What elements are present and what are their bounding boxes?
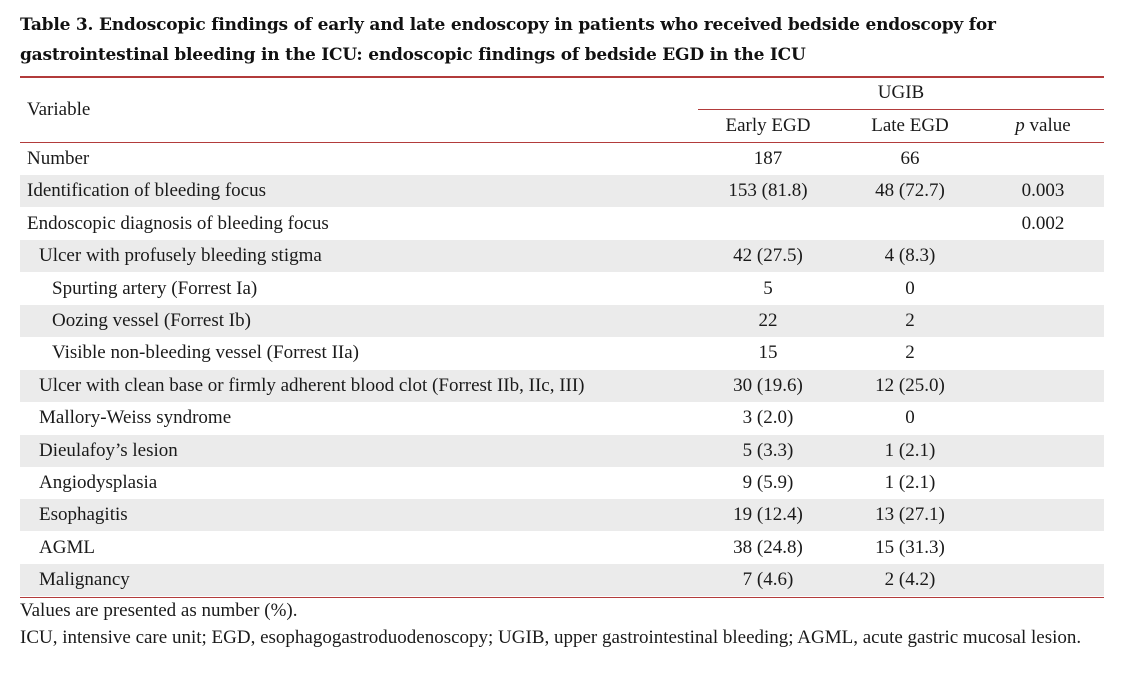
cell-early-egd: 22	[758, 310, 778, 331]
cell-early-egd: 9 (5.9)	[742, 472, 794, 493]
cell-early-egd: 15	[758, 342, 778, 364]
cell-late-egd: 1 (2.1)	[884, 472, 936, 493]
header-late-egd: Late EGD	[871, 115, 949, 136]
cell-early-egd: 19 (12.4)	[733, 504, 803, 526]
group-rule	[698, 109, 1104, 110]
row-label: Dieulafoy’s lesion	[39, 439, 178, 461]
cell-early-egd: 5	[763, 277, 773, 299]
header-group-ugib: UGIB	[877, 82, 925, 103]
cell-early-egd: 5 (3.3)	[742, 439, 794, 461]
row-label: Identification of bleeding focus	[27, 180, 267, 202]
cell-late-egd: 13 (27.1)	[875, 504, 945, 526]
row-label: Visible non-bleeding vessel (Forrest IIa)	[52, 342, 359, 364]
row-label: Number	[27, 148, 90, 169]
header-p-italic: p	[1015, 115, 1025, 136]
cell-late-egd: 0	[905, 407, 915, 429]
footnote-abbreviations: ICU, intensive care unit; EGD, esophagogastroduodenoscopy; UGIB, upper gastrointestinal bleeding; AGML, acute gastric mucosal lesion.	[20, 627, 1082, 648]
row-label: Mallory-Weiss syndrome	[39, 407, 232, 429]
header-variable: Variable	[27, 99, 91, 120]
row-label: Oozing vessel (Forrest Ib)	[52, 310, 251, 331]
header-p-value	[982, 111, 1104, 141]
cell-late-egd: 4 (8.3)	[884, 245, 936, 267]
cell-p-value: 0.002	[1021, 212, 1065, 234]
cell-late-egd: 15 (31.3)	[875, 536, 945, 558]
cell-late-egd: 66	[900, 148, 920, 169]
row-label: AGML	[39, 536, 95, 558]
row-label: Esophagitis	[39, 504, 128, 526]
header-p-rest: value	[1024, 115, 1071, 136]
row-label: Ulcer with clean base or firmly adherent blood clot (Forrest IIb, IIc, III)	[39, 374, 585, 396]
cell-early-egd: 3 (2.0)	[742, 407, 794, 429]
row-label: Ulcer with profusely bleeding stigma	[39, 245, 322, 267]
cell-early-egd: 7 (4.6)	[742, 569, 794, 591]
cell-late-egd: 2	[905, 342, 915, 364]
row-label: Spurting artery (Forrest Ia)	[52, 277, 258, 299]
header-bottom-rule	[20, 142, 1104, 143]
cell-p-value: 0.003	[1021, 180, 1065, 202]
row-label: Angiodysplasia	[39, 472, 158, 493]
cell-early-egd: 42 (27.5)	[733, 245, 803, 267]
cell-late-egd: 48 (72.7)	[875, 180, 945, 202]
cell-late-egd: 12 (25.0)	[875, 374, 945, 396]
cell-late-egd: 0	[905, 277, 915, 299]
cell-early-egd: 30 (19.6)	[733, 374, 803, 396]
row-label: Malignancy	[39, 569, 130, 591]
header-early-egd: Early EGD	[725, 115, 811, 136]
row-label: Endoscopic diagnosis of bleeding focus	[27, 212, 329, 234]
table-caption: Table 3. Endoscopic findings of early and late endoscopy in patients who received bedside endoscopy for gastrointestinal bleeding in the ICU: endoscopic findings of bedside EGD in the ICU	[20, 15, 996, 65]
cell-early-egd: 187	[753, 148, 783, 169]
cell-late-egd: 1 (2.1)	[884, 439, 936, 461]
cell-late-egd: 2	[905, 310, 915, 331]
cell-early-egd: 38 (24.8)	[733, 536, 803, 558]
cell-early-egd: 153 (81.8)	[728, 180, 808, 202]
cell-late-egd: 2 (4.2)	[884, 569, 936, 591]
footnote-values: Values are presented as number (%).	[20, 600, 298, 621]
